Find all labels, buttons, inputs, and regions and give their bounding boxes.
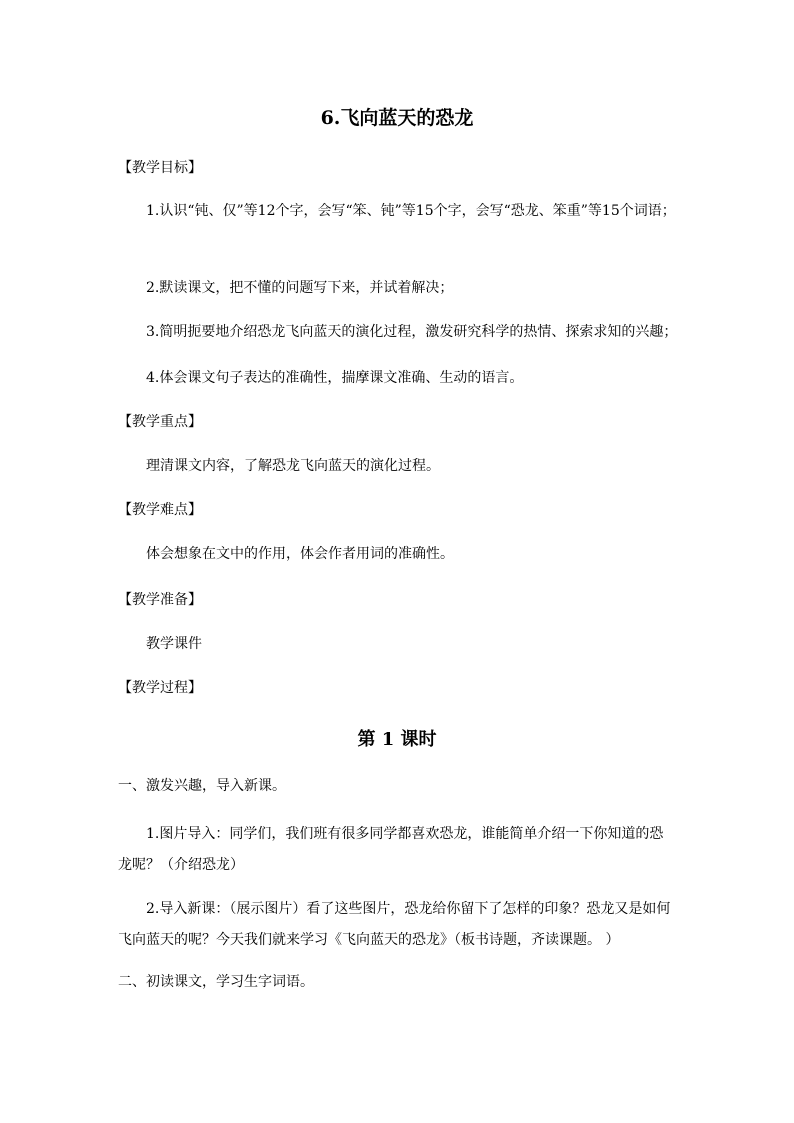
- document-title: 6.飞向蓝天的恐龙: [320, 107, 474, 129]
- key-points-heading: 【教学重点】: [118, 414, 202, 430]
- goal-item-2: 2.默读课文，把不懂的问题写下来，并试着解决；: [146, 280, 454, 296]
- preparation-heading: 【教学准备】: [118, 592, 202, 608]
- difficulty-text: 体会想象在文中的作用，体会作者用词的准确性。: [146, 546, 454, 562]
- step-1: 1.图片导入：同学们，我们班有很多同学都喜欢恐龙，谁能简单介绍一下你知道的恐龙呢？（介绍恐龙）: [118, 826, 664, 873]
- step-2: 2.导入新课：（展示图片）看了这些图片，恐龙给你留下了怎样的印象？恐龙又是如何飞向蓝天的呢？今天我们就来学习《飞向蓝天的恐龙》（板书诗题，齐读课题。 ）: [118, 901, 671, 948]
- process-heading: 【教学过程】: [118, 680, 202, 696]
- key-points-text: 理清课文内容，了解恐龙飞向蓝天的演化过程。: [146, 458, 440, 474]
- goal-item-4: 4.体会课文句子表达的准确性，揣摩课文准确、生动的语言。: [146, 370, 524, 386]
- difficulty-heading: 【教学难点】: [118, 502, 202, 518]
- part-1-heading: 一、激发兴趣，导入新课。: [118, 778, 286, 794]
- part-2-heading: 二、初读课文，学习生字词语。: [118, 974, 314, 990]
- goals-heading: 【教学目标】: [118, 160, 202, 176]
- goal-item-3: 3.简明扼要地介绍恐龙飞向蓝天的演化过程，激发研究科学的热情、探索求知的兴趣；: [146, 324, 678, 340]
- preparation-text: 教学课件: [146, 636, 202, 652]
- lesson-title: 第 1 课时: [357, 729, 437, 750]
- goal-item-1: 1.认识“钝、仅”等12个字，会写“笨、钝”等15个字，会写“恐龙、笨重”等15个词语；: [146, 203, 676, 219]
